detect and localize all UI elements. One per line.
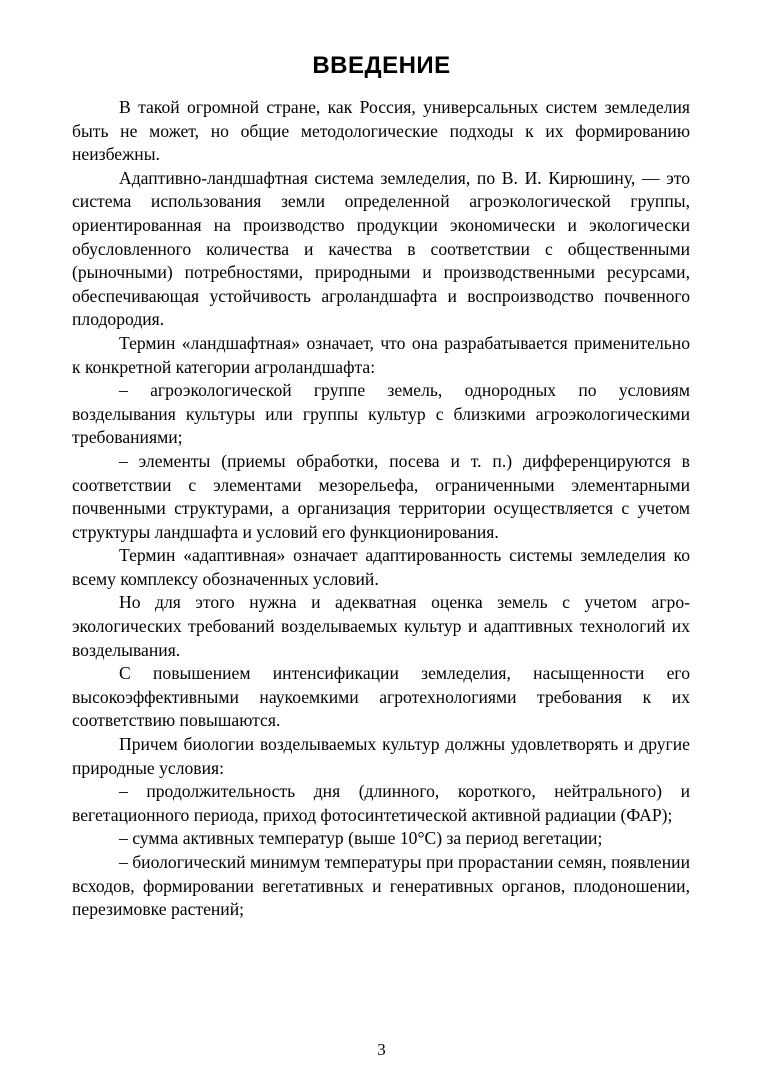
paragraph-1: В такой огромной стране, как Россия, универсальных систем земледелия быть не может, но общие методологические подходы к их формированию неизбежны.: [72, 97, 690, 165]
page-title: ВВЕДЕНИЕ: [312, 52, 451, 79]
paragraph-9: Причем биологии возделываемых культур должны удовлетворять и другие природные условия:: [72, 734, 690, 778]
paragraph-5: – элементы (приемы обработки, посева и т. п.) дифференцируются в соответствии с элементами мезорельефа, ограниченными элементарными почвенными структурами, а организация территории осуществляется с учетом структуры ландшафта и условий его функционирования.: [72, 450, 690, 542]
paragraph-10: – продолжительность дня (длинного, короткого, нейтрального) и вегетационного периода, приход фотосинтетической активной радиации (ФАР);: [72, 781, 690, 825]
body-text: [72, 96, 690, 922]
paragraph-3: Термин «ландшафтная» означает, что она разрабатывается применительно к конкретной категории агроландшафта:: [72, 332, 690, 377]
paragraph-2: Адаптивно-ландшафтная система земледелия, по В. И. Кирюшину, — это система использования земли определенной агроэкологической группы, ориентированная на производство продукции экономически и экологически обусловленного количества и качества в соответствии с общественными (рыночными) потребностями, природными и производственными ресурсами, обеспечивающая устойчивость агроландшафта и воспроизводство почвенного плодородия.: [72, 167, 690, 330]
paragraph-6: Термин «адаптивная» означает адаптированность системы земледелия ко всему комплексу обозначенных условий.: [72, 545, 690, 589]
paragraph-11: – сумма активных температур (выше 10°С) за период вегетации;: [119, 828, 603, 849]
paragraph-8: С повышением интенсификации земледелия, насыщенности его высокоэффективными наукоемкими агротехнологиями требования к их соответствию повышаются.: [72, 663, 690, 731]
paragraph-4: – агроэкологической группе земель, однородных по условиям возделывания культуры или группы культур с близкими агроэкологическими требованиями;: [72, 380, 690, 448]
paragraph-7: Но для этого нужна и адекватная оценка земель с учетом агроэкологических требований возделываемых культур и адаптивных технологий их возделывания.: [72, 592, 690, 660]
page-number: 3: [377, 1040, 386, 1059]
paragraph-12: – биологический минимум температуры при прорастании семян, появлении всходов, формировании вегетативных и генеративных органов, плодоношении, перезимовке растений;: [72, 852, 690, 920]
